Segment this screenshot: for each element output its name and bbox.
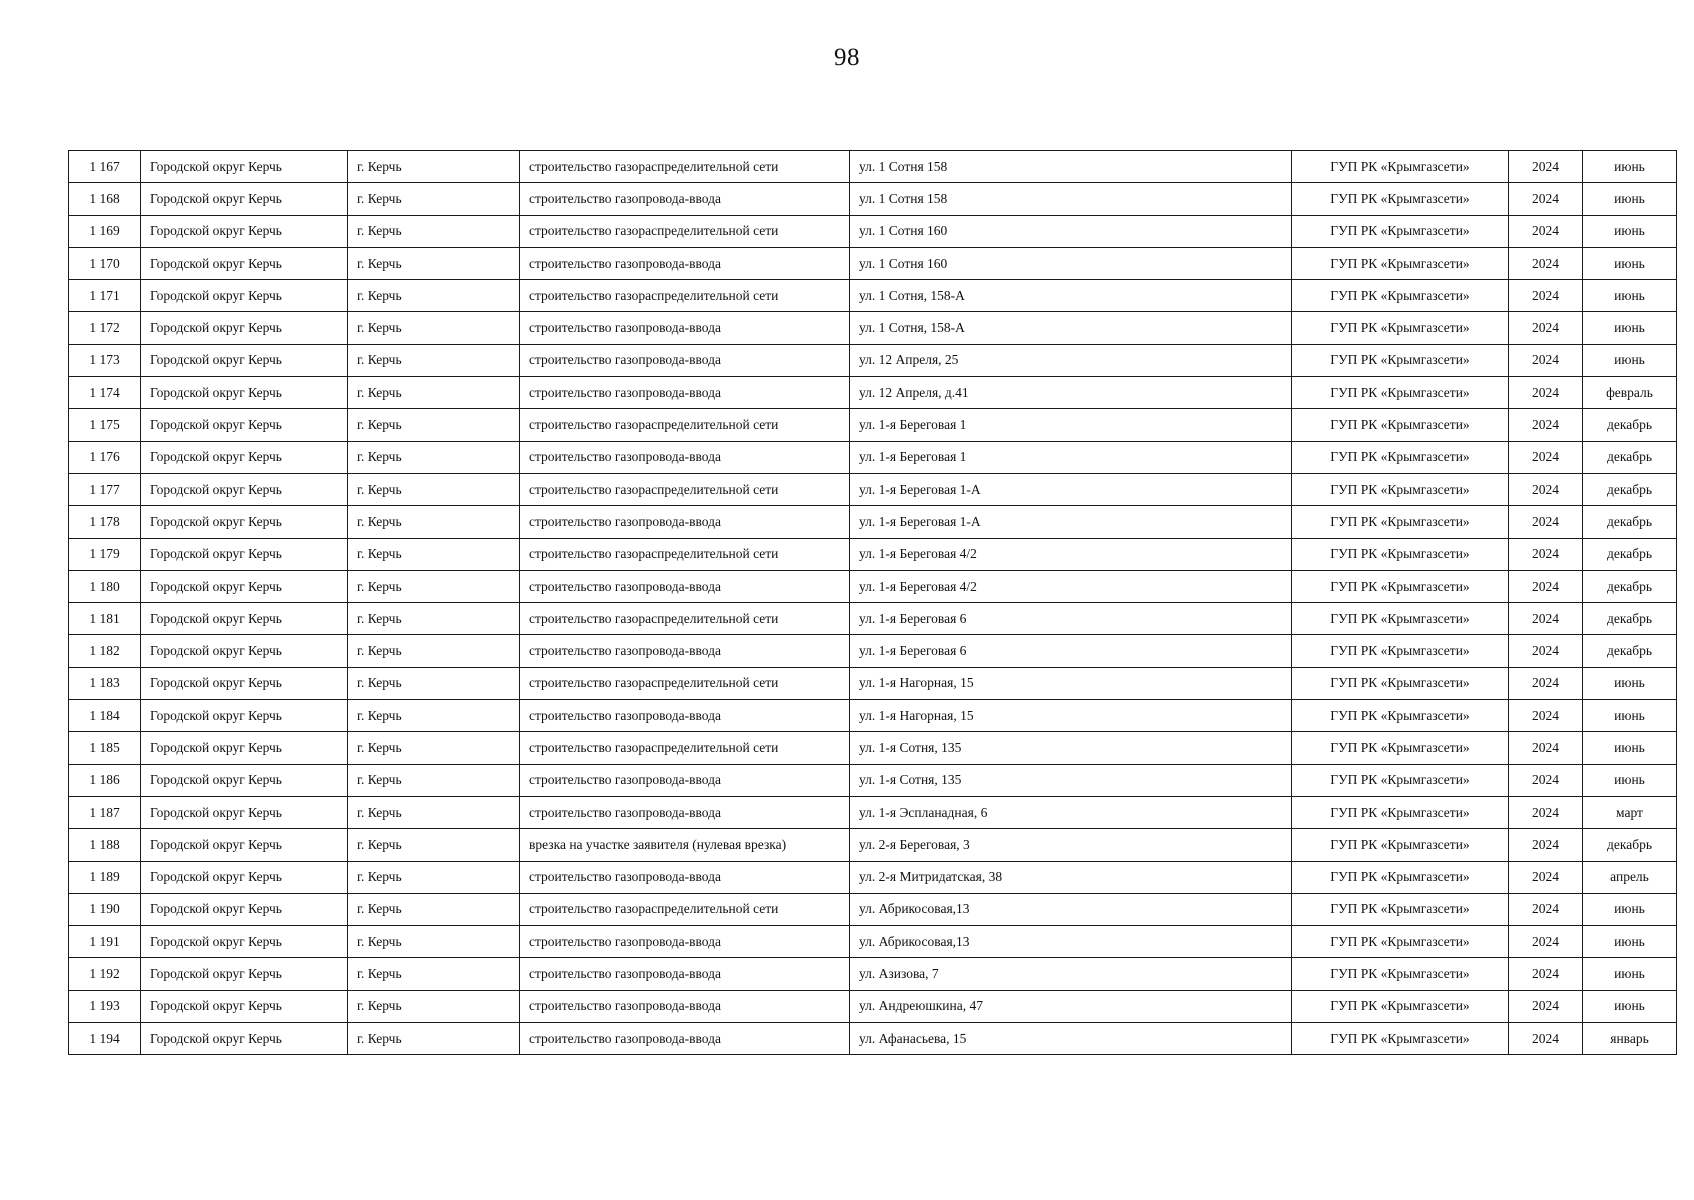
row-number-cell: 1 170 bbox=[69, 247, 141, 279]
work-type-cell: строительство газопровода-ввода bbox=[520, 990, 850, 1022]
row-number-cell: 1 194 bbox=[69, 1023, 141, 1055]
city-cell: г. Керчь bbox=[348, 409, 520, 441]
address-cell: ул. 1 Сотня 160 bbox=[850, 247, 1292, 279]
district-cell: Городской округ Керчь bbox=[141, 667, 348, 699]
month-cell: декабрь bbox=[1583, 441, 1677, 473]
work-type-cell: строительство газопровода-ввода bbox=[520, 377, 850, 409]
city-cell: г. Керчь bbox=[348, 506, 520, 538]
city-cell: г. Керчь bbox=[348, 603, 520, 635]
month-cell: июнь bbox=[1583, 958, 1677, 990]
table-row bbox=[69, 926, 1677, 958]
month-cell: декабрь bbox=[1583, 635, 1677, 667]
table-row bbox=[69, 958, 1677, 990]
work-type-cell: строительство газопровода-ввода bbox=[520, 796, 850, 828]
work-type-cell: строительство газопровода-ввода bbox=[520, 1023, 850, 1055]
row-number-cell: 1 192 bbox=[69, 958, 141, 990]
district-cell: Городской округ Керчь bbox=[141, 441, 348, 473]
address-cell: ул. 1-я Сотня, 135 bbox=[850, 764, 1292, 796]
address-cell: ул. 12 Апреля, д.41 bbox=[850, 377, 1292, 409]
district-cell: Городской округ Керчь bbox=[141, 151, 348, 183]
year-cell: 2024 bbox=[1509, 732, 1583, 764]
city-cell: г. Керчь bbox=[348, 1023, 520, 1055]
work-type-cell: строительство газопровода-ввода bbox=[520, 764, 850, 796]
year-cell: 2024 bbox=[1509, 183, 1583, 215]
row-number-cell: 1 183 bbox=[69, 667, 141, 699]
row-number-cell: 1 188 bbox=[69, 829, 141, 861]
city-cell: г. Керчь bbox=[348, 215, 520, 247]
city-cell: г. Керчь bbox=[348, 344, 520, 376]
month-cell: январь bbox=[1583, 1023, 1677, 1055]
district-cell: Городской округ Керчь bbox=[141, 280, 348, 312]
city-cell: г. Керчь bbox=[348, 861, 520, 893]
year-cell: 2024 bbox=[1509, 667, 1583, 699]
city-cell: г. Керчь bbox=[348, 570, 520, 602]
organization-cell: ГУП РК «Крымгазсети» bbox=[1292, 570, 1509, 602]
table-row bbox=[69, 377, 1677, 409]
table-row bbox=[69, 183, 1677, 215]
work-type-cell: строительство газопровода-ввода bbox=[520, 926, 850, 958]
work-type-cell: строительство газопровода-ввода bbox=[520, 344, 850, 376]
work-type-cell: строительство газопровода-ввода bbox=[520, 247, 850, 279]
table-row bbox=[69, 764, 1677, 796]
address-cell: ул. 1 Сотня 158 bbox=[850, 151, 1292, 183]
month-cell: июнь bbox=[1583, 280, 1677, 312]
organization-cell: ГУП РК «Крымгазсети» bbox=[1292, 990, 1509, 1022]
row-number-cell: 1 189 bbox=[69, 861, 141, 893]
work-type-cell: строительство газораспределительной сети bbox=[520, 603, 850, 635]
district-cell: Городской округ Керчь bbox=[141, 732, 348, 764]
page-number: 98 bbox=[834, 44, 860, 71]
address-cell: ул. 1-я Береговая 4/2 bbox=[850, 570, 1292, 602]
city-cell: г. Керчь bbox=[348, 958, 520, 990]
organization-cell: ГУП РК «Крымгазсети» bbox=[1292, 926, 1509, 958]
row-number-cell: 1 174 bbox=[69, 377, 141, 409]
organization-cell: ГУП РК «Крымгазсети» bbox=[1292, 280, 1509, 312]
row-number-cell: 1 185 bbox=[69, 732, 141, 764]
month-cell: декабрь bbox=[1583, 538, 1677, 570]
month-cell: июнь bbox=[1583, 667, 1677, 699]
district-cell: Городской округ Керчь bbox=[141, 344, 348, 376]
district-cell: Городской округ Керчь bbox=[141, 215, 348, 247]
work-type-cell: строительство газопровода-ввода bbox=[520, 312, 850, 344]
district-cell: Городской округ Керчь bbox=[141, 700, 348, 732]
address-cell: ул. 1-я Береговая 1-А bbox=[850, 506, 1292, 538]
work-type-cell: строительство газопровода-ввода bbox=[520, 635, 850, 667]
work-type-cell: строительство газораспределительной сети bbox=[520, 409, 850, 441]
year-cell: 2024 bbox=[1509, 441, 1583, 473]
year-cell: 2024 bbox=[1509, 829, 1583, 861]
year-cell: 2024 bbox=[1509, 861, 1583, 893]
city-cell: г. Керчь bbox=[348, 990, 520, 1022]
organization-cell: ГУП РК «Крымгазсети» bbox=[1292, 183, 1509, 215]
table-body bbox=[69, 151, 1677, 1055]
year-cell: 2024 bbox=[1509, 377, 1583, 409]
organization-cell: ГУП РК «Крымгазсети» bbox=[1292, 215, 1509, 247]
address-cell: ул. 2-я Митридатская, 38 bbox=[850, 861, 1292, 893]
organization-cell: ГУП РК «Крымгазсети» bbox=[1292, 473, 1509, 505]
row-number-cell: 1 179 bbox=[69, 538, 141, 570]
month-cell: декабрь bbox=[1583, 506, 1677, 538]
table-row bbox=[69, 1023, 1677, 1055]
table-row bbox=[69, 570, 1677, 602]
organization-cell: ГУП РК «Крымгазсети» bbox=[1292, 247, 1509, 279]
row-number-cell: 1 168 bbox=[69, 183, 141, 215]
row-number-cell: 1 187 bbox=[69, 796, 141, 828]
address-cell: ул. Азизова, 7 bbox=[850, 958, 1292, 990]
district-cell: Городской округ Керчь bbox=[141, 570, 348, 602]
organization-cell: ГУП РК «Крымгазсети» bbox=[1292, 635, 1509, 667]
work-type-cell: строительство газопровода-ввода bbox=[520, 183, 850, 215]
row-number-cell: 1 193 bbox=[69, 990, 141, 1022]
district-cell: Городской округ Керчь bbox=[141, 829, 348, 861]
table-row bbox=[69, 861, 1677, 893]
year-cell: 2024 bbox=[1509, 603, 1583, 635]
year-cell: 2024 bbox=[1509, 926, 1583, 958]
month-cell: февраль bbox=[1583, 377, 1677, 409]
organization-cell: ГУП РК «Крымгазсети» bbox=[1292, 506, 1509, 538]
row-number-cell: 1 178 bbox=[69, 506, 141, 538]
row-number-cell: 1 184 bbox=[69, 700, 141, 732]
work-type-cell: строительство газопровода-ввода bbox=[520, 958, 850, 990]
district-cell: Городской округ Керчь bbox=[141, 893, 348, 925]
city-cell: г. Керчь bbox=[348, 473, 520, 505]
city-cell: г. Керчь bbox=[348, 377, 520, 409]
work-type-cell: врезка на участке заявителя (нулевая врезка) bbox=[520, 829, 850, 861]
organization-cell: ГУП РК «Крымгазсети» bbox=[1292, 377, 1509, 409]
city-cell: г. Керчь bbox=[348, 635, 520, 667]
table-row bbox=[69, 247, 1677, 279]
year-cell: 2024 bbox=[1509, 280, 1583, 312]
address-cell: ул. 1 Сотня, 158-А bbox=[850, 280, 1292, 312]
district-cell: Городской округ Керчь bbox=[141, 409, 348, 441]
organization-cell: ГУП РК «Крымгазсети» bbox=[1292, 1023, 1509, 1055]
month-cell: июнь bbox=[1583, 990, 1677, 1022]
work-type-cell: строительство газораспределительной сети bbox=[520, 151, 850, 183]
address-cell: ул. Абрикосовая,13 bbox=[850, 893, 1292, 925]
year-cell: 2024 bbox=[1509, 215, 1583, 247]
row-number-cell: 1 173 bbox=[69, 344, 141, 376]
table-row bbox=[69, 700, 1677, 732]
row-number-cell: 1 186 bbox=[69, 764, 141, 796]
district-cell: Городской округ Керчь bbox=[141, 958, 348, 990]
district-cell: Городской округ Керчь bbox=[141, 603, 348, 635]
row-number-cell: 1 171 bbox=[69, 280, 141, 312]
table-row bbox=[69, 280, 1677, 312]
month-cell: декабрь bbox=[1583, 603, 1677, 635]
organization-cell: ГУП РК «Крымгазсети» bbox=[1292, 667, 1509, 699]
year-cell: 2024 bbox=[1509, 764, 1583, 796]
month-cell: июнь bbox=[1583, 764, 1677, 796]
address-cell: ул. 1-я Эспланадная, 6 bbox=[850, 796, 1292, 828]
organization-cell: ГУП РК «Крымгазсети» bbox=[1292, 764, 1509, 796]
address-cell: ул. 1 Сотня 160 bbox=[850, 215, 1292, 247]
table-row bbox=[69, 829, 1677, 861]
row-number-cell: 1 175 bbox=[69, 409, 141, 441]
month-cell: декабрь bbox=[1583, 570, 1677, 602]
city-cell: г. Керчь bbox=[348, 700, 520, 732]
organization-cell: ГУП РК «Крымгазсети» bbox=[1292, 151, 1509, 183]
address-cell: ул. 1-я Береговая 6 bbox=[850, 635, 1292, 667]
row-number-cell: 1 181 bbox=[69, 603, 141, 635]
work-type-cell: строительство газопровода-ввода bbox=[520, 570, 850, 602]
table-row bbox=[69, 441, 1677, 473]
city-cell: г. Керчь bbox=[348, 829, 520, 861]
month-cell: июнь bbox=[1583, 183, 1677, 215]
month-cell: июнь bbox=[1583, 215, 1677, 247]
organization-cell: ГУП РК «Крымгазсети» bbox=[1292, 312, 1509, 344]
district-cell: Городской округ Керчь bbox=[141, 506, 348, 538]
work-type-cell: строительство газораспределительной сети bbox=[520, 667, 850, 699]
address-cell: ул. 1-я Береговая 1 bbox=[850, 409, 1292, 441]
work-type-cell: строительство газопровода-ввода bbox=[520, 861, 850, 893]
organization-cell: ГУП РК «Крымгазсети» bbox=[1292, 893, 1509, 925]
year-cell: 2024 bbox=[1509, 312, 1583, 344]
organization-cell: ГУП РК «Крымгазсети» bbox=[1292, 409, 1509, 441]
address-cell: ул. 1-я Нагорная, 15 bbox=[850, 700, 1292, 732]
year-cell: 2024 bbox=[1509, 990, 1583, 1022]
year-cell: 2024 bbox=[1509, 473, 1583, 505]
address-cell: ул. Афанасьева, 15 bbox=[850, 1023, 1292, 1055]
city-cell: г. Керчь bbox=[348, 280, 520, 312]
row-number-cell: 1 190 bbox=[69, 893, 141, 925]
table-row bbox=[69, 344, 1677, 376]
year-cell: 2024 bbox=[1509, 247, 1583, 279]
district-cell: Городской округ Керчь bbox=[141, 312, 348, 344]
month-cell: апрель bbox=[1583, 861, 1677, 893]
district-cell: Городской округ Керчь bbox=[141, 1023, 348, 1055]
table-row bbox=[69, 732, 1677, 764]
gasification-table bbox=[68, 150, 1677, 1055]
row-number-cell: 1 172 bbox=[69, 312, 141, 344]
city-cell: г. Керчь bbox=[348, 893, 520, 925]
city-cell: г. Керчь bbox=[348, 441, 520, 473]
organization-cell: ГУП РК «Крымгазсети» bbox=[1292, 732, 1509, 764]
organization-cell: ГУП РК «Крымгазсети» bbox=[1292, 829, 1509, 861]
table-row bbox=[69, 603, 1677, 635]
table-row bbox=[69, 990, 1677, 1022]
year-cell: 2024 bbox=[1509, 506, 1583, 538]
address-cell: ул. 1-я Береговая 1 bbox=[850, 441, 1292, 473]
year-cell: 2024 bbox=[1509, 570, 1583, 602]
table-row bbox=[69, 409, 1677, 441]
row-number-cell: 1 176 bbox=[69, 441, 141, 473]
table-row bbox=[69, 635, 1677, 667]
month-cell: декабрь bbox=[1583, 473, 1677, 505]
address-cell: ул. Абрикосовая,13 bbox=[850, 926, 1292, 958]
district-cell: Городской округ Керчь bbox=[141, 247, 348, 279]
row-number-cell: 1 182 bbox=[69, 635, 141, 667]
year-cell: 2024 bbox=[1509, 700, 1583, 732]
year-cell: 2024 bbox=[1509, 538, 1583, 570]
organization-cell: ГУП РК «Крымгазсети» bbox=[1292, 603, 1509, 635]
work-type-cell: строительство газопровода-ввода bbox=[520, 506, 850, 538]
work-type-cell: строительство газораспределительной сети bbox=[520, 215, 850, 247]
row-number-cell: 1 169 bbox=[69, 215, 141, 247]
work-type-cell: строительство газопровода-ввода bbox=[520, 700, 850, 732]
address-cell: ул. 1-я Сотня, 135 bbox=[850, 732, 1292, 764]
district-cell: Городской округ Керчь bbox=[141, 861, 348, 893]
address-cell: ул. 1-я Нагорная, 15 bbox=[850, 667, 1292, 699]
table-row bbox=[69, 151, 1677, 183]
city-cell: г. Керчь bbox=[348, 312, 520, 344]
month-cell: июнь bbox=[1583, 700, 1677, 732]
district-cell: Городской округ Керчь bbox=[141, 377, 348, 409]
work-type-cell: строительство газораспределительной сети bbox=[520, 893, 850, 925]
year-cell: 2024 bbox=[1509, 796, 1583, 828]
city-cell: г. Керчь bbox=[348, 926, 520, 958]
year-cell: 2024 bbox=[1509, 151, 1583, 183]
work-type-cell: строительство газораспределительной сети bbox=[520, 538, 850, 570]
table-row bbox=[69, 312, 1677, 344]
address-cell: ул. 12 Апреля, 25 bbox=[850, 344, 1292, 376]
organization-cell: ГУП РК «Крымгазсети» bbox=[1292, 700, 1509, 732]
organization-cell: ГУП РК «Крымгазсети» bbox=[1292, 861, 1509, 893]
organization-cell: ГУП РК «Крымгазсети» bbox=[1292, 796, 1509, 828]
district-cell: Городской округ Керчь bbox=[141, 990, 348, 1022]
month-cell: июнь bbox=[1583, 151, 1677, 183]
organization-cell: ГУП РК «Крымгазсети» bbox=[1292, 441, 1509, 473]
month-cell: июнь bbox=[1583, 247, 1677, 279]
table-row bbox=[69, 538, 1677, 570]
year-cell: 2024 bbox=[1509, 893, 1583, 925]
row-number-cell: 1 177 bbox=[69, 473, 141, 505]
city-cell: г. Керчь bbox=[348, 151, 520, 183]
city-cell: г. Керчь bbox=[348, 183, 520, 215]
month-cell: март bbox=[1583, 796, 1677, 828]
month-cell: июнь bbox=[1583, 312, 1677, 344]
table-row bbox=[69, 893, 1677, 925]
work-type-cell: строительство газораспределительной сети bbox=[520, 280, 850, 312]
row-number-cell: 1 180 bbox=[69, 570, 141, 602]
organization-cell: ГУП РК «Крымгазсети» bbox=[1292, 344, 1509, 376]
year-cell: 2024 bbox=[1509, 409, 1583, 441]
district-cell: Городской округ Керчь bbox=[141, 635, 348, 667]
year-cell: 2024 bbox=[1509, 635, 1583, 667]
month-cell: декабрь bbox=[1583, 409, 1677, 441]
city-cell: г. Керчь bbox=[348, 667, 520, 699]
address-cell: ул. 1 Сотня, 158-А bbox=[850, 312, 1292, 344]
address-cell: ул. 1 Сотня 158 bbox=[850, 183, 1292, 215]
city-cell: г. Керчь bbox=[348, 732, 520, 764]
address-cell: ул. 1-я Береговая 4/2 bbox=[850, 538, 1292, 570]
district-cell: Городской округ Керчь bbox=[141, 538, 348, 570]
month-cell: июнь bbox=[1583, 926, 1677, 958]
month-cell: июнь bbox=[1583, 732, 1677, 764]
address-cell: ул. 1-я Береговая 1-А bbox=[850, 473, 1292, 505]
organization-cell: ГУП РК «Крымгазсети» bbox=[1292, 538, 1509, 570]
work-type-cell: строительство газопровода-ввода bbox=[520, 441, 850, 473]
organization-cell: ГУП РК «Крымгазсети» bbox=[1292, 958, 1509, 990]
city-cell: г. Керчь bbox=[348, 764, 520, 796]
city-cell: г. Керчь bbox=[348, 796, 520, 828]
row-number-cell: 1 167 bbox=[69, 151, 141, 183]
district-cell: Городской округ Керчь bbox=[141, 473, 348, 505]
work-type-cell: строительство газораспределительной сети bbox=[520, 732, 850, 764]
month-cell: декабрь bbox=[1583, 829, 1677, 861]
city-cell: г. Керчь bbox=[348, 538, 520, 570]
district-cell: Городской округ Керчь bbox=[141, 926, 348, 958]
month-cell: июнь bbox=[1583, 893, 1677, 925]
table-row bbox=[69, 473, 1677, 505]
table-row bbox=[69, 506, 1677, 538]
year-cell: 2024 bbox=[1509, 1023, 1583, 1055]
table-row bbox=[69, 796, 1677, 828]
district-cell: Городской округ Керчь bbox=[141, 796, 348, 828]
table-row bbox=[69, 215, 1677, 247]
row-number-cell: 1 191 bbox=[69, 926, 141, 958]
address-cell: ул. 1-я Береговая 6 bbox=[850, 603, 1292, 635]
address-cell: ул. 2-я Береговая, 3 bbox=[850, 829, 1292, 861]
year-cell: 2024 bbox=[1509, 344, 1583, 376]
work-type-cell: строительство газораспределительной сети bbox=[520, 473, 850, 505]
address-cell: ул. Андреюшкина, 47 bbox=[850, 990, 1292, 1022]
district-cell: Городской округ Керчь bbox=[141, 183, 348, 215]
district-cell: Городской округ Керчь bbox=[141, 764, 348, 796]
year-cell: 2024 bbox=[1509, 958, 1583, 990]
city-cell: г. Керчь bbox=[348, 247, 520, 279]
table-row bbox=[69, 667, 1677, 699]
month-cell: июнь bbox=[1583, 344, 1677, 376]
